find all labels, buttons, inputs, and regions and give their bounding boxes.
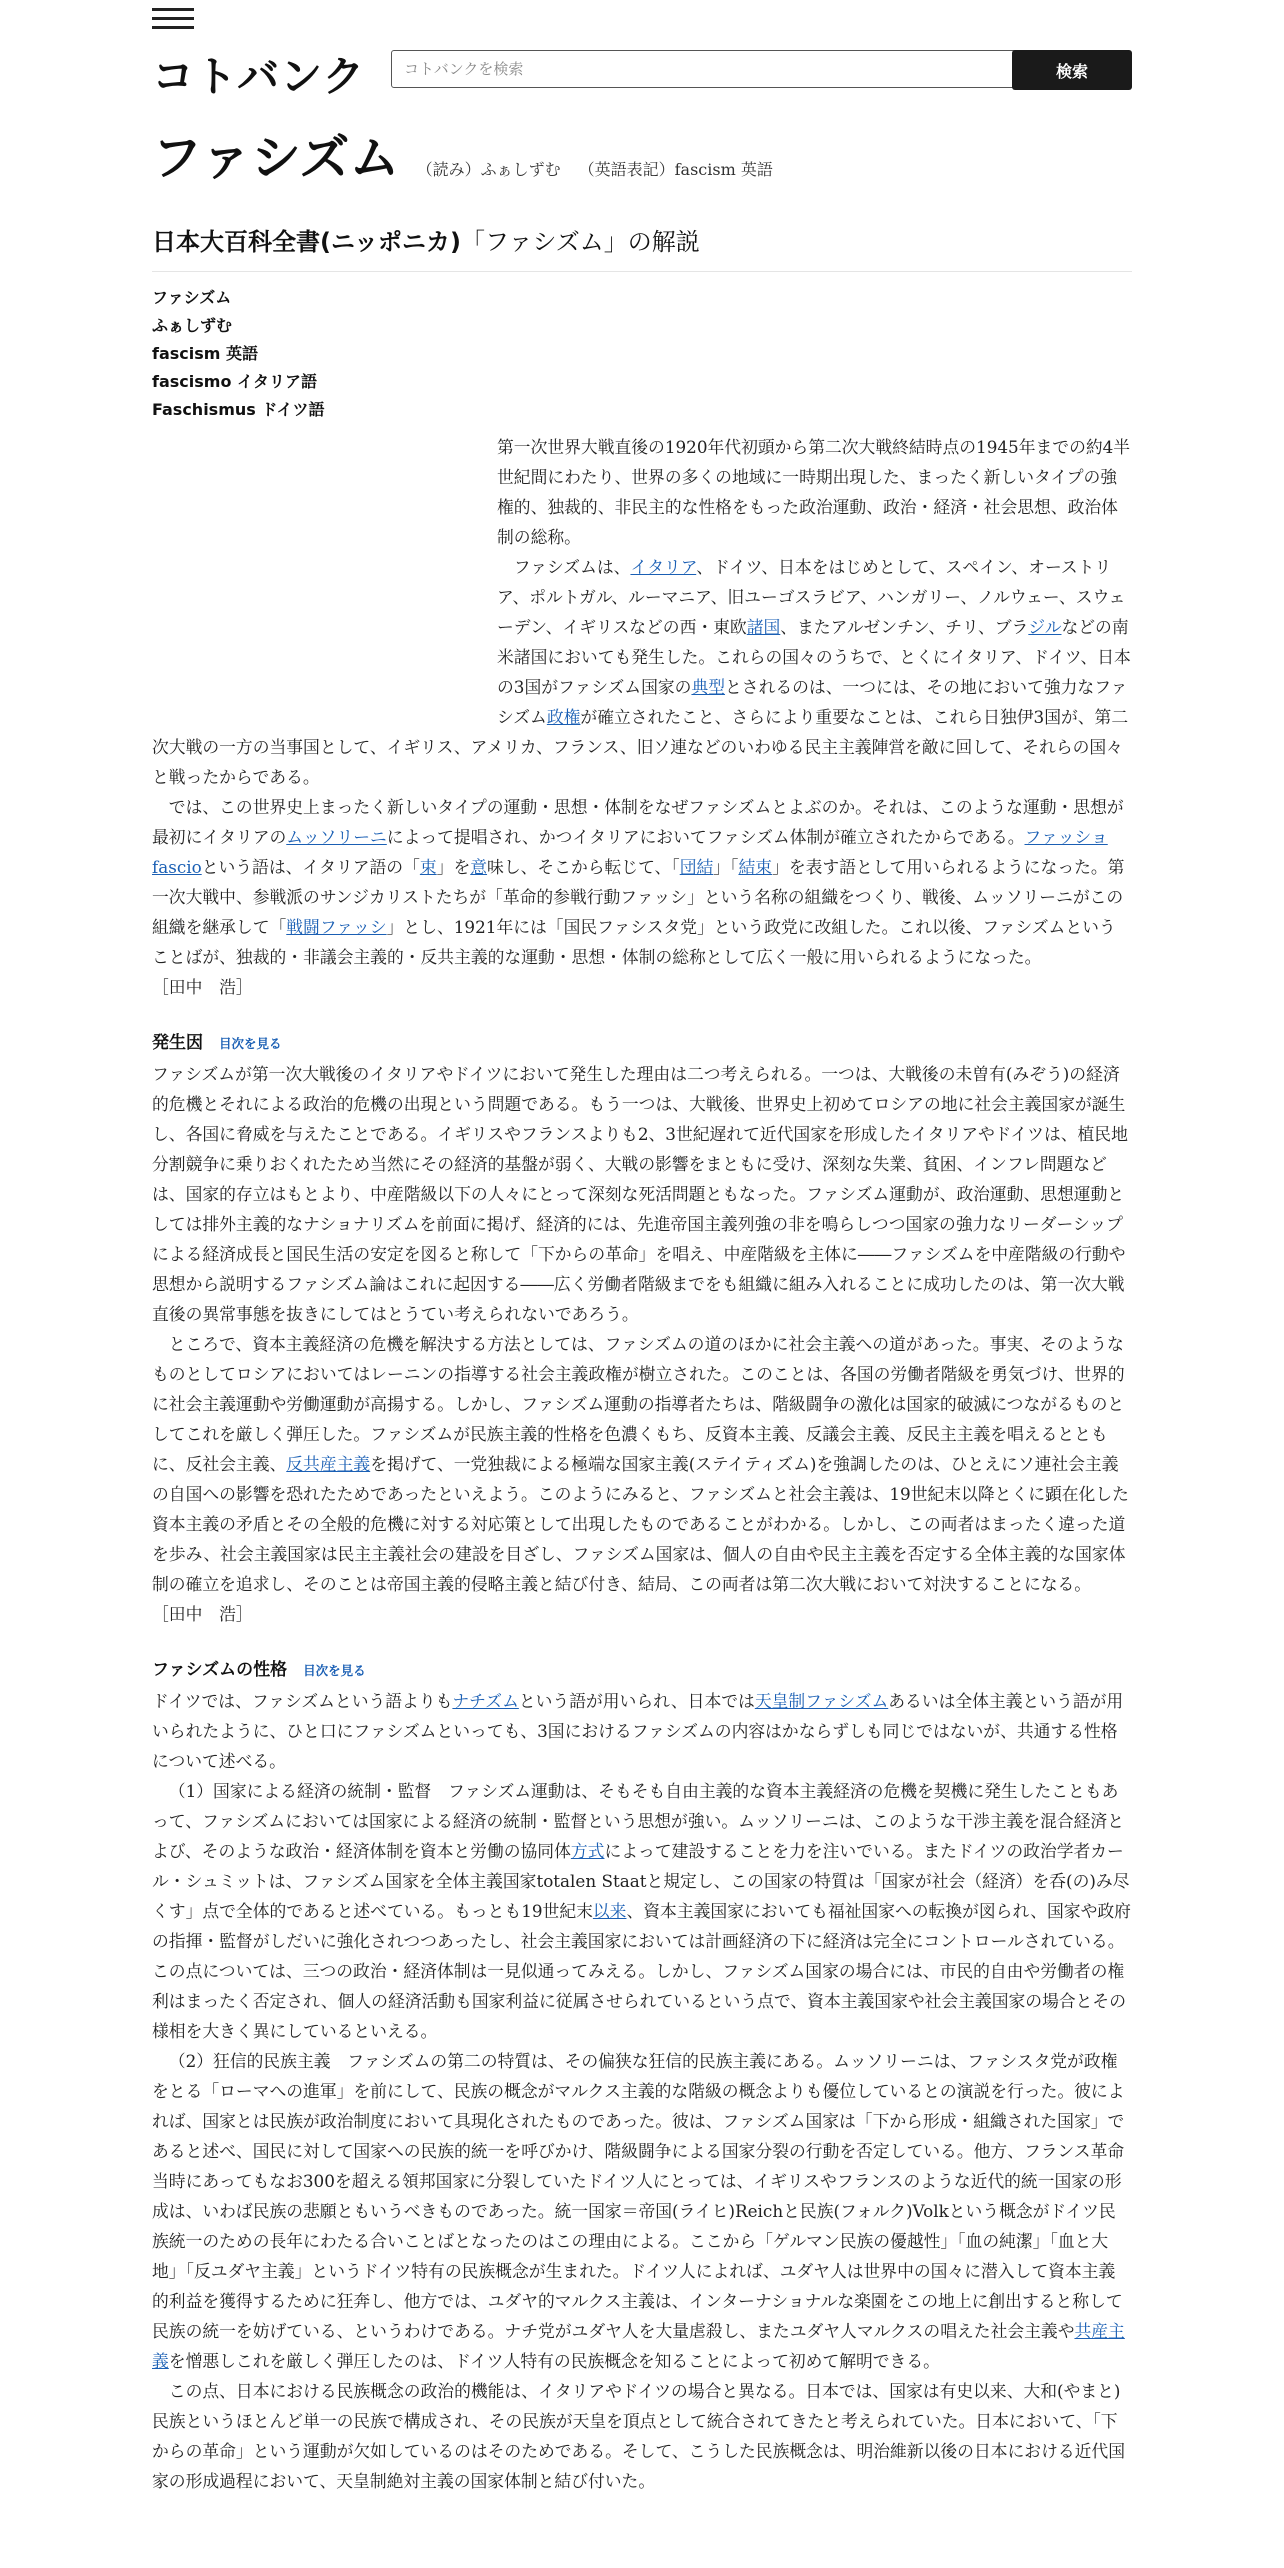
subheading-text: 発生因 — [152, 1033, 203, 1053]
text: という語が用いられ、日本では — [518, 1691, 755, 1711]
paragraph — [152, 1059, 1132, 1329]
link-tenkei[interactable]: 典型 — [691, 677, 726, 697]
link-kyosanshugi[interactable]: 共産主義 — [152, 2321, 1125, 2371]
text: とされるのは、一つには、その地において強力なファシズム — [497, 677, 1128, 727]
link-i[interactable]: 意 — [470, 857, 488, 877]
text: （2）狂信的民族主義 ファシズムの第二の特質は、その偏狭な狂信的民族主義にある。ムッソリーニは、ファシスタ党が政権をとる「ローマへの進軍」を前にして、民族の概念がマルクス主義的な階級の概念よりも優位しているとの演説を行った。彼によれば、国家とは民族が政治制度において具現化されたものであった。彼は、ファシズム国家は「下から形成・組織された国家」であると述べ、国民に対して国家への民族的統一を呼びかけ、階級闘争による国家分裂の行動を否定している。他方、フランス革命当時にあってもなお300を超える領邦国家に分裂していたドイツ人にとっては、イギリスやフランスのような近代的統一国家の形成は、いわば民族の悲願ともいうべきものであった。統一国家＝帝国(ライヒ)Reichと民族(フォルク)Volkという概念がドイツ民族統一のための長年にわたる合いことばとなったのはこの理由による。ここから「ゲルマン民族の優越性」「血の純潔」「血と大地」「反ユダヤ主義」というドイツ特有の民族概念が生まれた。ドイツ人によれば、ユダヤ人は世界中の国々に潜入して資本主義的利益を獲得するために狂奔し、他方では、ユダヤ的マルクス主義は、インターナショナルな楽園をこの地上に創出すると称して民族の統一を妨げている、というわけである。ナチ党がユダヤ人を大量虐殺し、またユダヤ人マルクスの唱えた社会主義や — [152, 2051, 1125, 2341]
link-seiken[interactable]: 政権 — [546, 707, 581, 727]
paragraph — [152, 1686, 1132, 1776]
text: 、ドイツ、日本をはじめとして、スペイン、オーストリア、ポルトガル、ルーマニア、旧ユーゴスラビア、ハンガリー、ノルウェー、スウェーデン、イギリスなどの西・東欧 — [497, 557, 1126, 637]
section-heading-suffix: 「ファシズム」の解説 — [460, 228, 700, 256]
text: この点、日本における民族概念の政治的機能は、イタリアやドイツの場合と異なる。日本では、国家は有史以来、大和(やまと)民族というほとんど単一の民族で構成され、その民族が天皇を頂点として統合されてきたと考えられていた。日本において、「下からの革命」という運動が欠如しているのはそのためである。そして、こうした民族概念は、明治維新以後の日本における近代国家の形成過程において、天皇制絶対主義の国家体制と結び付いた。 — [152, 2381, 1125, 2491]
toc-link[interactable]: 目次を見る — [303, 1663, 366, 1678]
toc-link[interactable]: 目次を見る — [219, 1036, 282, 1051]
text: によって提唱され、かつイタリアにおいてファシズム体制が確立されたからである。 — [386, 827, 1025, 847]
text: という語は、イタリア語の「 — [201, 857, 420, 877]
headword: ファシズム — [152, 288, 232, 307]
link-italy[interactable]: イタリア — [630, 557, 697, 577]
headword: Faschismus ドイツ語 — [152, 400, 325, 419]
term-meta — [417, 160, 791, 179]
link-jiru[interactable]: ジル — [1028, 617, 1062, 637]
paragraph — [152, 2376, 1132, 2496]
link-taba[interactable]: 束 — [419, 857, 437, 877]
text: を掲げて、一党独裁による極端な国家主義(ステイティズム)を強調したのは、ひとえにソ連社会主義の自国への影響を恐れたためであったといえよう。このようにみると、ファシズムと社会主義は、19世紀末以降とくに顕在化した資本主義の矛盾とその全般的危機に対する対応策として出現したものであることがわかる。しかし、この両者はまったく違った道を歩み、社会主義国家は民主主義社会の建設を目ざし、ファシズム国家は、個人の自由や民主主義を否定する全体主義的な国家体制の確立を追求し、そのことは帝国主義的侵略主義と結び付き、結局、この両者は第二次大戦において対決することになる。 — [152, 1454, 1129, 1594]
text: ところで、資本主義経済の危機を解決する方法としては、ファシズムの道のほかに社会主義への道があった。事実、そのようなものとしてロシアにおいてはレーニンの指導する社会主義政権が樹立された。このことは、各国の労働者階級を勇気づけ、世界的に社会主義運動や労働運動が高揚する。しかし、ファシズム運動の指導者たちは、階級闘争の激化は国家的破滅につながるものとしてこれを厳しく弾圧した。ファシズムが民族主義的性格を色濃くもち、反資本主義、反議会主義、反民主主義を唱えるとともに、反社会主義、 — [152, 1334, 1125, 1474]
headword: ふぁしずむ — [152, 316, 233, 335]
paragraph — [152, 1776, 1132, 2046]
text: ファシズムが第一次大戦後のイタリアやドイツにおいて発生した理由は二つ考えられる。一つは、大戦後の未曽有(みぞう)の経済的危機とそれによる政治的危機の出現という問題である。もう一つは、大戦後、世界史上初めてロシアの地に社会主義国家が誕生し、各国に脅威を与えたことである。イギリスやフランスよりも2、3世紀遅れて近代国家を形成したイタリアやドイツは、植民地分割競争に乗りおくれたため当然にその経済的基盤が弱く、大戦の影響をまともに受け、深刻な失業、貧困、インフレ問題などは、国家的存立はもとより、中産階級以下の人々にとって深刻な死活問題ともなった。ファシズム運動が、政治運動、思想運動としては排外主義的なナショナリズムを前面に掲げ、経済的には、先進帝国主義列強の非を鳴らしつつ国家の強力なリーダーシップによる経済成長と国民生活の安定を図ると称して「下からの革命」を唱え、中産階級を主体に――ファシズムを中産階級の行動や思想から説明するファシズム論はこれに起因する――広く労働者階級までをも組織に組み入れることに成功したのは、第一次大戦直後の異常事態を抜きにしてはとうてい考えられないであろう。 — [152, 1064, 1128, 1324]
term-reading: （読み）ふぁしずむ — [416, 160, 561, 179]
text: ドイツでは、ファシズムという語よりも — [152, 1691, 453, 1711]
headwords — [152, 284, 325, 424]
paragraph — [152, 2046, 1132, 2376]
subheading-nature — [152, 1655, 1132, 1686]
text: 」を — [436, 857, 471, 877]
subheading-cause — [152, 1028, 1132, 1059]
link-irai[interactable]: 以来 — [592, 1901, 627, 1921]
article-body — [152, 432, 1132, 2496]
headword: fascismo イタリア語 — [152, 372, 318, 391]
text: 、またアルゼンチン、チリ、ブラ — [780, 617, 1029, 637]
link-shokoku[interactable]: 諸国 — [746, 617, 781, 637]
source-name: 日本大百科全書(ニッポニカ) — [152, 228, 461, 256]
text: によって建設することを力を注いでいる。またドイツの政治学者カール・シュミットは、ファシズム国家を全体主義国家totalen Staatと規定し、この国家の特質は「国家が社会（経済）を呑(の)み尽くす」点で全体的であると述べている。もっとも19世紀末 — [152, 1841, 1130, 1921]
site-logo[interactable]: コトバンク — [152, 52, 366, 101]
subheading-text: ファシズムの性格 — [152, 1660, 288, 1680]
author: ［田中 浩］ — [152, 977, 253, 997]
search-input[interactable] — [391, 50, 1033, 88]
paragraph — [152, 1329, 1132, 1599]
link-kessoku[interactable]: 結束 — [738, 857, 773, 877]
menu-icon[interactable] — [152, 8, 194, 34]
author: ［田中 浩］ — [152, 1604, 253, 1624]
text: 」を表す語として用いられるようになった。第一次大戦中、参戦派のサンジカリストたちが「革命的参戦行動ファッシ」という名称の組織をつくり、戦後、ムッソリーニがこの組織を継承して「 — [152, 857, 1125, 937]
term-english: （英語表記）fascism 英語 — [578, 160, 773, 179]
page-title: ファシズム — [152, 129, 400, 187]
text: では、この世界史上まったく新しいタイプの運動・思想・体制をなぜファシズムとよぶのか。それは、このような運動・思想が最初にイタリアの — [152, 797, 1124, 847]
text: 味し、そこから転じて、「 — [487, 857, 680, 877]
link-danketsu[interactable]: 団結 — [679, 857, 714, 877]
headword: fascism 英語 — [152, 344, 259, 363]
link-hankyosan[interactable]: 反共産主義 — [286, 1454, 371, 1474]
text: （1）国家による経済の統制・監督 ファシズム運動は、そもそも自由主義的な資本主義経済の危機を契機に発生したこともあって、ファシズムにおいては国家による経済の統制・監督という思想が強い。ムッソリーニは、このような干渉主義を混合経済とよび、そのような政治・経済体制を資本と労働の協同体 — [152, 1781, 1124, 1861]
text: が確立されたこと、さらにより重要なことは、これら日独伊3国が、第二次大戦の一方の当事国として、イギリス、アメリカ、フランス、旧ソ連などのいわゆる民主主義陣営を敵に回して、それらの国々と戦ったからである。 — [152, 707, 1129, 787]
term-title-row — [152, 118, 1132, 190]
text: 」「 — [713, 857, 739, 877]
spacer — [152, 432, 497, 732]
link-hoshiki[interactable]: 方式 — [570, 1841, 605, 1861]
link-nazism[interactable]: ナチズム — [452, 1691, 519, 1711]
link-sento-fascio[interactable]: 戦闘ファッシ — [286, 917, 387, 937]
link-mussolini[interactable]: ムッソリーニ — [286, 827, 387, 847]
link-fascio[interactable]: ファッショfascio — [152, 827, 1108, 877]
text: 、資本主義国家においても福祉国家への転換が図られ、国家や政府の指揮・監督がしだいに強化されつつあったし、社会主義国家においては計画経済の下に経済は完全にコントロールされている。この点については、三つの政治・経済体制は一見似通ってみえる。しかし、ファシズム国家の場合には、市民的自由や労働者の権利はまったく否定され、個人の経済活動も国家利益に従属させられているという点で、資本主義国家や社会主義国家の場合とその様相を大きく異にしているといえる。 — [152, 1901, 1131, 2041]
text: ファシズムは、 — [513, 557, 631, 577]
text: あるいは全体主義という語が用いられたように、ひと口にファシズムといっても、3国におけるファシズムの内容はかならずしも同じではないが、共通する性格について述べる。 — [152, 1691, 1124, 1771]
text: 」とし、1921年には「国民ファシスタ党」という政党に改組した。これ以後、ファシズムということばが、独裁的・非議会主義的・反共主義的な運動・思想・体制の総称として広く一般に用いられるようになった。 — [152, 917, 1116, 967]
section-heading — [152, 222, 1132, 272]
text: 第一次世界大戦直後の1920年代初頭から第二次大戦終結時点の1945年までの約4半世紀間にわたり、世界の多くの地域に一時期出現した、まったく新しいタイプの強権的、独裁的、非民主的な性格をもった政治運動、政治・経済・社会思想、政治体制の総称。 — [497, 437, 1131, 547]
text: などの南米諸国においても発生した。これらの国々のうちで、とくにイタリア、ドイツ、日本の3国がファシズム国家の — [497, 617, 1131, 697]
text: を憎悪しこれを厳しく弾圧したのは、ドイツ人特有の民族概念を知ることによって初めて解明できる。 — [168, 2351, 940, 2371]
paragraph — [152, 792, 1132, 972]
link-tenno-fascism[interactable]: 天皇制ファシズム — [754, 1691, 889, 1711]
search-button[interactable]: 検索 — [1012, 50, 1132, 90]
